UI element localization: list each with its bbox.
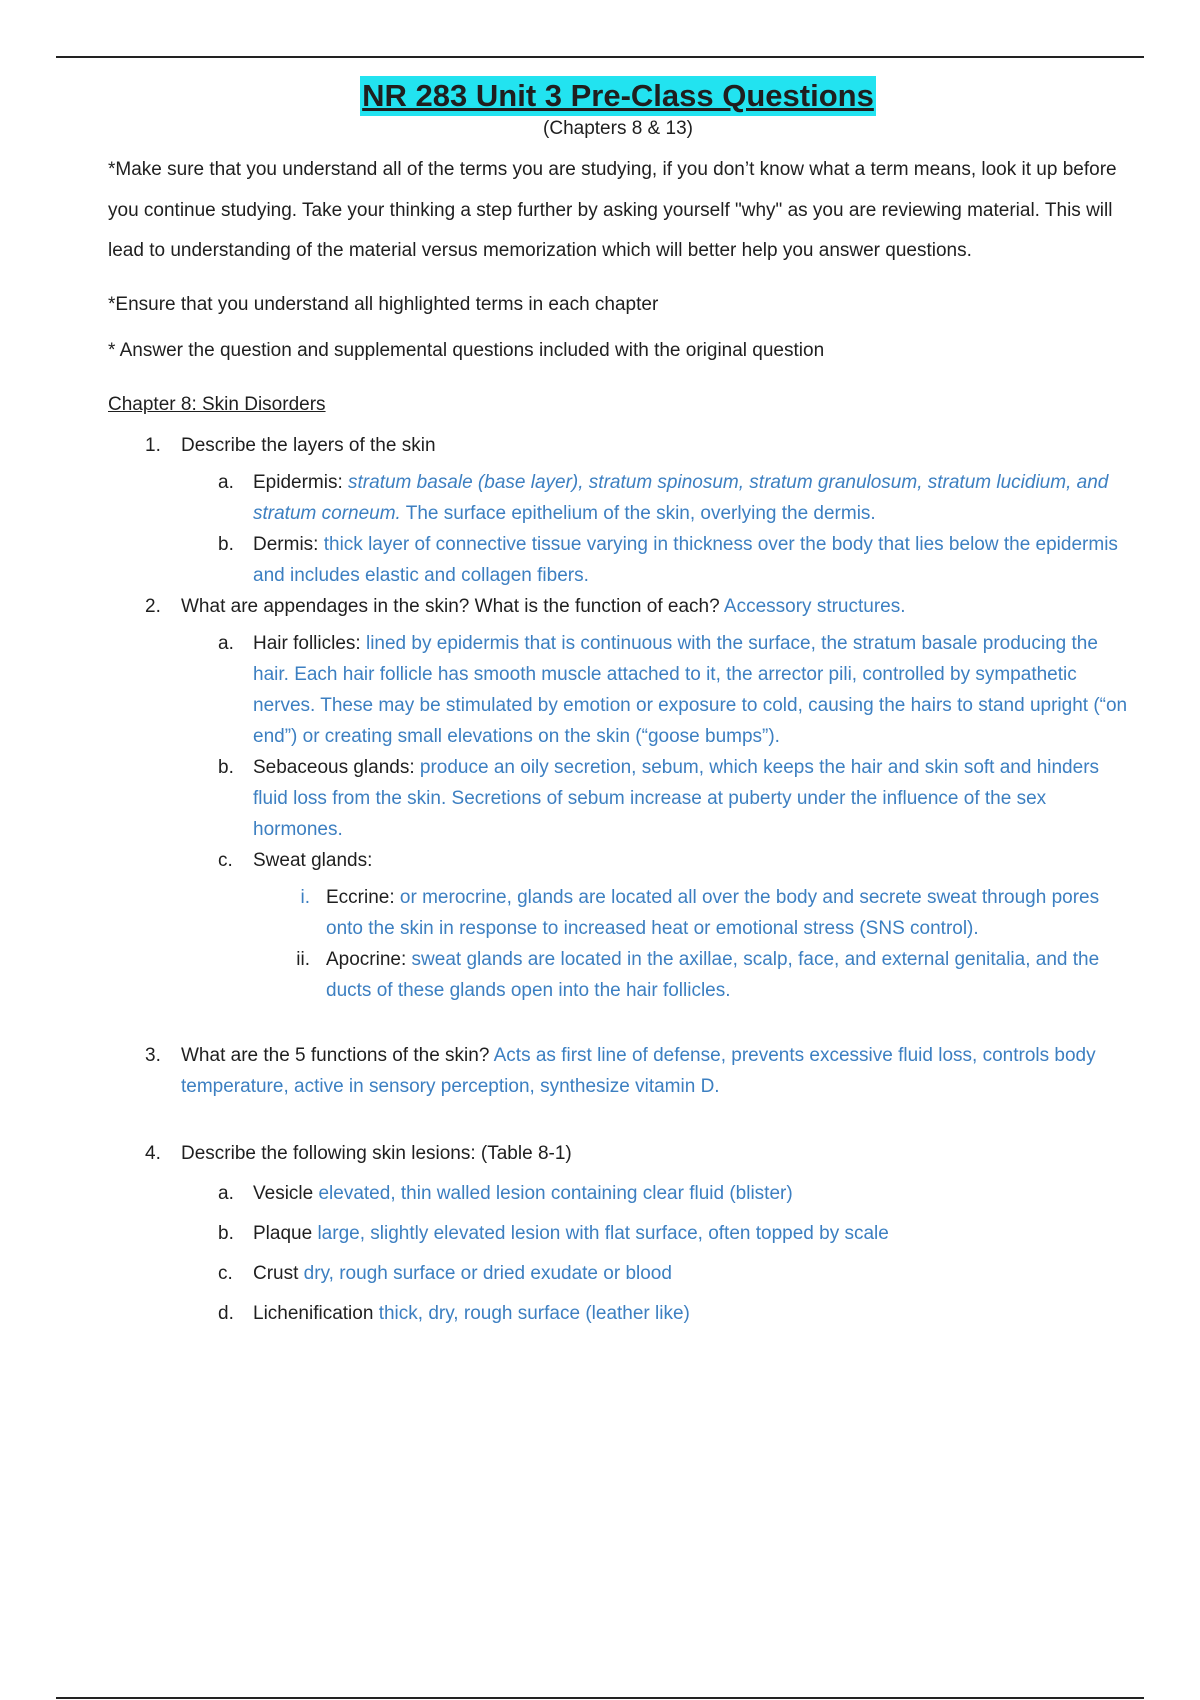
question-text: Describe the following skin lesions: (Table 8-1) (181, 1142, 572, 1164)
item-answer: thick layer of connective tissue varying in thickness over the body that lies below the epidermis and includes elastic and collagen fibers. (253, 533, 1118, 586)
item-answer: sweat glands are located in the axillae, scalp, face, and external genitalia, and the ducts of these glands open into the hair follicles. (326, 948, 1100, 1001)
question-text: What are the 5 functions of the skin? (181, 1044, 490, 1066)
item-label: ii. (296, 948, 310, 970)
page-title: NR 283 Unit 3 Pre-Class Questions (360, 76, 876, 116)
intro-note-1: *Ensure that you understand all highlighted terms in each chapter (108, 293, 659, 315)
question-answer: Acts as first line of defense, prevents excessive fluid loss, controls body temperature, active in sensory perception, synthesize vitamin D. (181, 1044, 1096, 1097)
item-term: Epidermis: (253, 471, 343, 493)
document-page (108, 72, 1128, 1329)
item-term: Eccrine: (326, 886, 395, 908)
item-label: a. (218, 1182, 234, 1204)
item-label: a. (218, 632, 234, 654)
question-text: What are appendages in the skin? What is the function of each? (181, 595, 720, 617)
item-term: Vesicle (253, 1182, 314, 1204)
item-answer: or merocrine, glands are located all over the body and secrete sweat through pores onto the skin in response to increased heat or emotional stress (SNS control). (326, 886, 1100, 939)
item-label: b. (218, 533, 234, 555)
item-term: Sebaceous glands: (253, 756, 415, 778)
item-answer: large, slightly elevated lesion with flat surface, often topped by scale (312, 1222, 889, 1244)
question-2 (108, 591, 1128, 622)
question-number: 3. (145, 1044, 161, 1066)
item-answer: lined by epidermis that is continuous with the surface, the stratum basale producing the hair. Each hair follicle has smooth muscle attached to it, the arrector pili, controlled by sympathetic nerves. These may be stimulated by emotion or exposure to cold, causing the hairs to stand upright (“on end”) or creating small elevations on the skin (“goose bumps”). (253, 632, 1128, 747)
item-term: Apocrine: (326, 948, 407, 970)
q1-item-b (108, 529, 1128, 591)
item-term: Hair follicles: (253, 632, 361, 654)
q4-item-c (108, 1258, 1128, 1289)
item-answer: dry, rough surface or dried exudate or blood (298, 1262, 672, 1284)
question-4 (108, 1138, 1128, 1169)
intro-paragraph: *Make sure that you understand all of the terms you are studying, if you don’t know what a term means, look it up before you continue studying. Take your thinking a step further by asking yourself "why" as you are reviewing material. This will lead to understanding of the material versus memorization which will better help you answer questions. (108, 159, 1117, 261)
question-3 (108, 1040, 1128, 1102)
bottom-rule (56, 1697, 1144, 1699)
page-subtitle: (Chapters 8 & 13) (543, 118, 693, 139)
item-label: a. (218, 471, 234, 493)
item-label: d. (218, 1302, 234, 1324)
top-rule (56, 56, 1144, 58)
q4-item-d (108, 1298, 1128, 1329)
q1-item-a (108, 467, 1128, 529)
chapter-heading: Chapter 8: Skin Disorders (108, 393, 326, 415)
item-label: b. (218, 1222, 234, 1244)
item-answer: thick, dry, rough surface (leather like) (373, 1302, 690, 1324)
item-term: Sweat glands: (253, 849, 373, 871)
item-label: b. (218, 756, 234, 778)
item-label: c. (218, 1262, 233, 1284)
item-answer: The surface epithelium of the skin, overlying the dermis. (400, 502, 876, 524)
q2-item-c-ii (108, 944, 1128, 1006)
item-label: c. (218, 849, 233, 871)
q2-item-b (108, 752, 1128, 845)
item-answer: elevated, thin walled lesion containing clear fluid (blister) (313, 1182, 793, 1204)
item-term: Dermis: (253, 533, 319, 555)
item-label: i. (300, 886, 310, 908)
question-number: 4. (145, 1142, 161, 1164)
q2-item-c (108, 845, 1128, 876)
question-text: Describe the layers of the skin (181, 434, 436, 456)
question-1 (108, 430, 1128, 461)
item-term: Plaque (253, 1222, 313, 1244)
item-answer-italic: stratum basale (base layer), stratum spinosum, stratum granulosum, stratum lucidium, and stratum corneum. (253, 471, 1109, 524)
intro-note-2: * Answer the question and supplemental questions included with the original question (108, 339, 825, 361)
question-answer: Accessory structures. (719, 595, 906, 617)
question-number: 2. (145, 595, 161, 617)
q4-item-b (108, 1218, 1128, 1249)
question-number: 1. (145, 434, 161, 456)
q2-item-c-i (108, 882, 1128, 944)
item-answer: produce an oily secretion, sebum, which keeps the hair and skin soft and hinders fluid loss from the skin. Secretions of sebum increase at puberty under the influence of the sex hormones. (253, 756, 1100, 840)
q4-item-a (108, 1178, 1128, 1209)
item-term: Lichenification (253, 1302, 374, 1324)
item-term: Crust (253, 1262, 299, 1284)
q2-item-a (108, 628, 1128, 752)
